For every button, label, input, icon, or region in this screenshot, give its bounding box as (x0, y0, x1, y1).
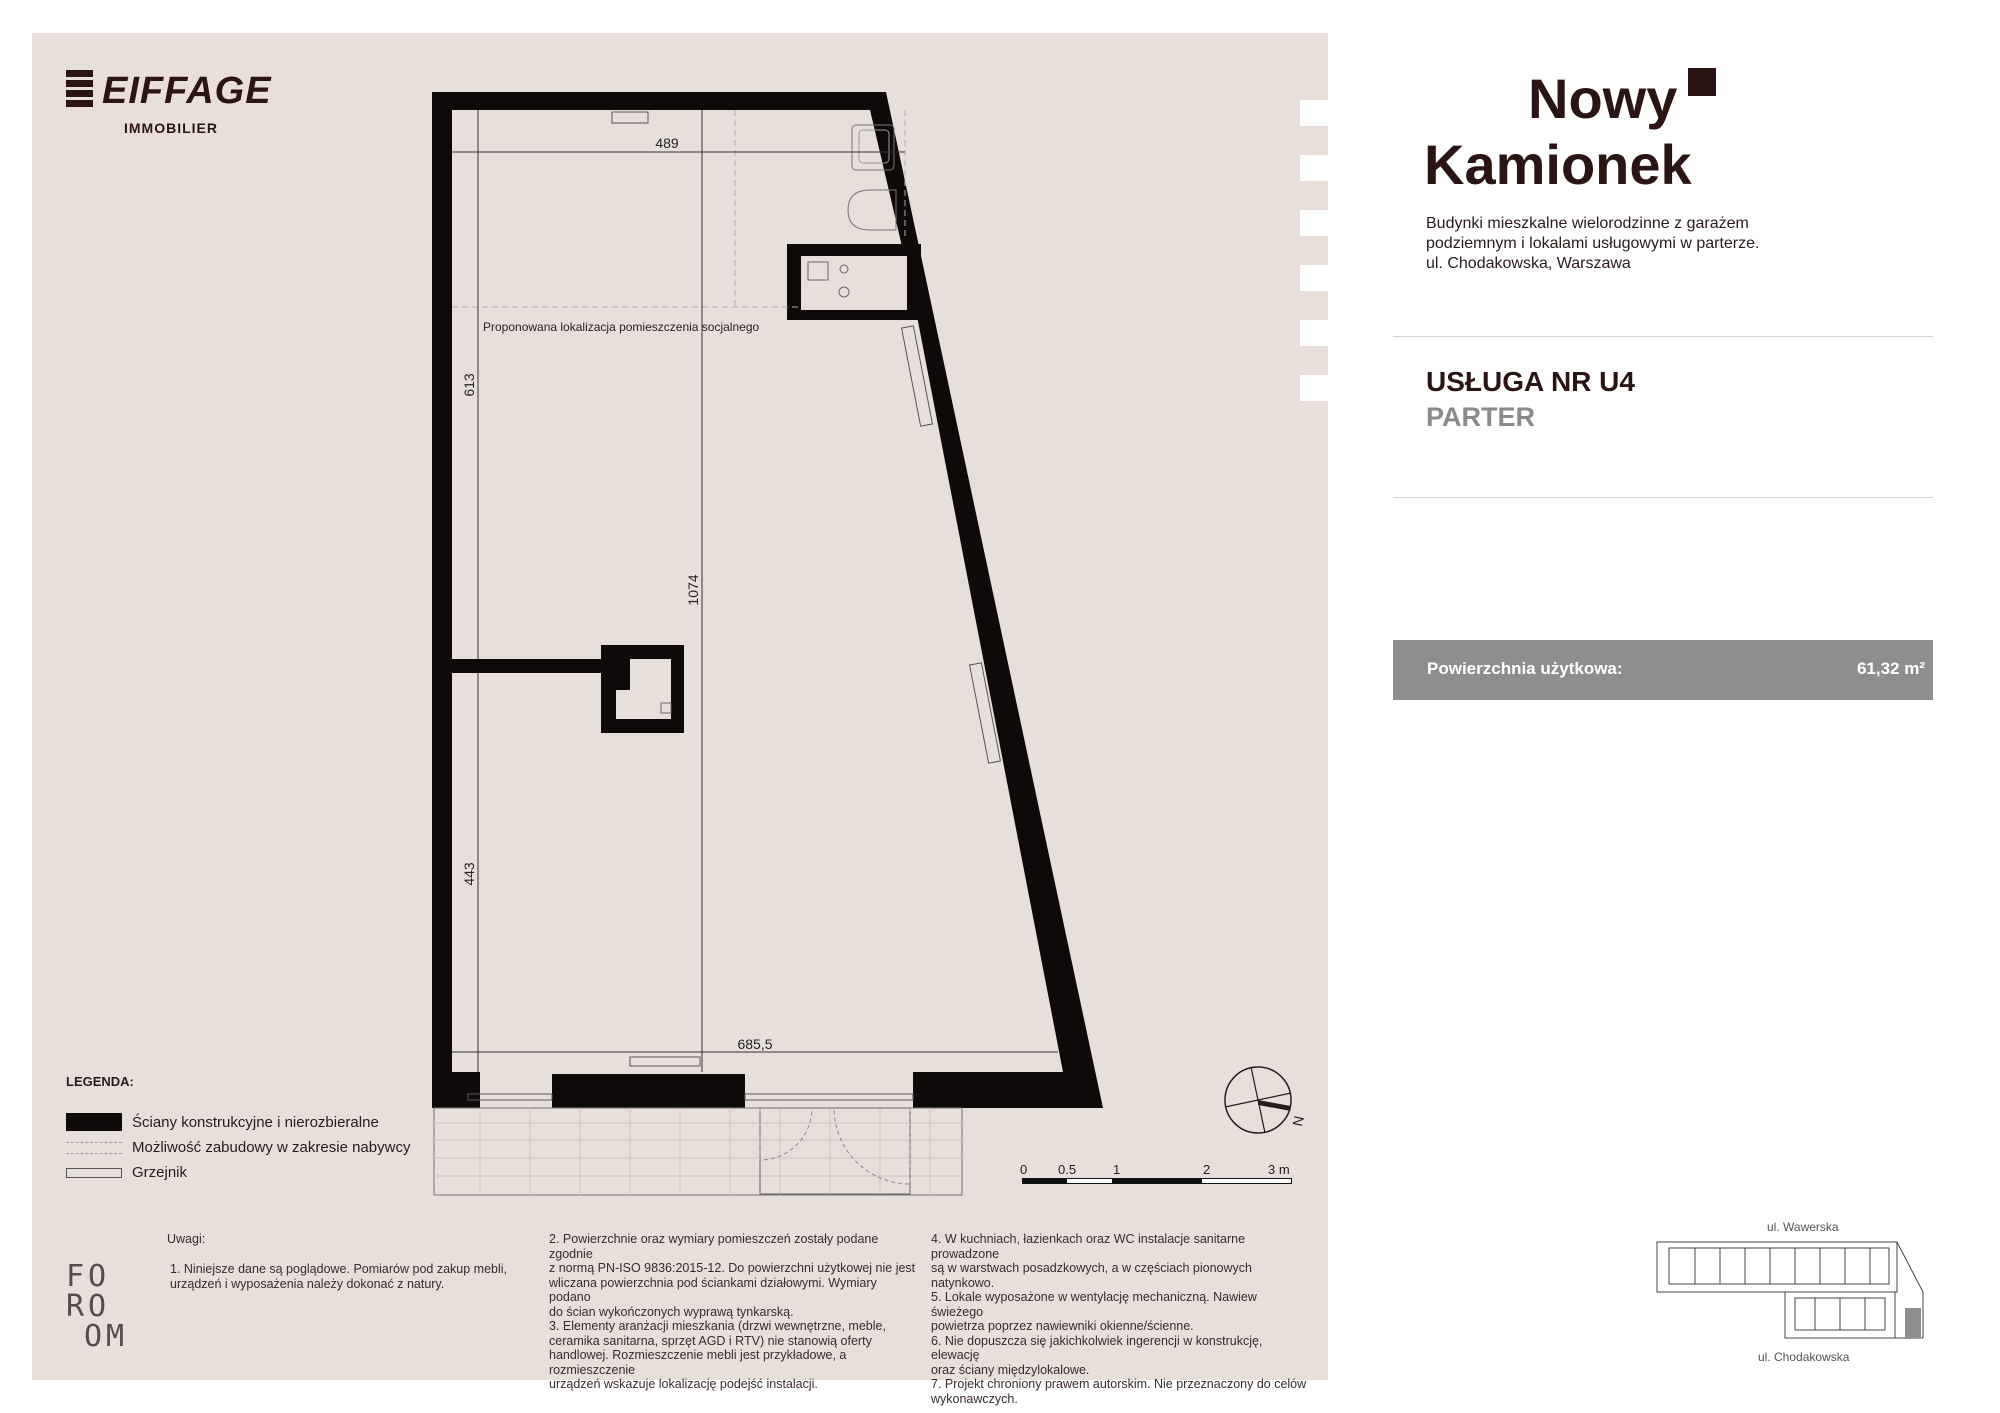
foroom-line: OM (84, 1319, 129, 1354)
dim-bottom-label: 685,5 (737, 1036, 773, 1052)
note-line: oraz ściany międzylokalowe. (931, 1362, 1090, 1377)
notes-col3 (931, 1232, 1311, 1406)
south-wall-segment (552, 1074, 745, 1108)
radiator-bottom (630, 1057, 700, 1066)
compass-north-label: N (1289, 1114, 1307, 1128)
dim-left-lower-label: 443 (461, 862, 477, 886)
legend-label: Grzejnik (132, 1164, 188, 1181)
project-title-line2: Kamionek (1424, 133, 1692, 196)
immobilier-label: IMMOBILIER (124, 120, 218, 136)
description-line: Budynki mieszkalne wielorodzinne z garażem (1426, 215, 1749, 232)
note-line: 1. Niniejsze dane są poglądowe. Pomiarów pod zakup mebli, (170, 1262, 507, 1276)
notes-col1 (170, 1262, 510, 1291)
divider (1393, 336, 1933, 337)
window (468, 1094, 552, 1100)
scale-label: 0 (1020, 1162, 1028, 1177)
unit-name: USŁUGA NR U4 (1426, 366, 1635, 397)
social-room-note: Proponowana lokalizacja pomieszczenia socjalnego (483, 320, 760, 334)
notes-title: Uwagi: (167, 1232, 206, 1246)
door-swing (760, 1108, 812, 1160)
south-wall-segment-right (913, 1074, 1063, 1108)
note-line: wliczana powierzchnia pod ściankami działowymi. Wymiary podano (549, 1275, 877, 1304)
note-line: wykonawczych. (931, 1391, 1018, 1406)
note-line: urządzeń i wyposażenia należy dokonać z natury. (170, 1276, 445, 1291)
project-description (1426, 214, 1759, 274)
area-value: 61,32 m² (1856, 659, 1925, 678)
unit-floor: PARTER (1426, 402, 1536, 432)
dim-left-upper-label: 613 (461, 373, 477, 397)
note-line: 5. Lokale wyposażone w wentylację mechaniczną. Nawiew świeżego (931, 1290, 1257, 1319)
scale-bar (1022, 1162, 1292, 1192)
note-line: handlowej. Rozmieszczenie mebli jest przykładowe, a rozmieszczenie (549, 1348, 847, 1377)
scale-label: 2 (1203, 1162, 1211, 1177)
dashed-swatch-icon (66, 1142, 122, 1154)
keyplan (1655, 1234, 1935, 1344)
note-line: 3. Elementy aranżacji mieszkania (drzwi wewnętrzne, meble, (549, 1319, 886, 1333)
legend-title: LEGENDA: (66, 1074, 134, 1089)
dim-middle-label: 1074 (685, 574, 701, 606)
panel-notches (1300, 100, 1328, 400)
area-bar (1393, 640, 1933, 700)
keyplan-street-bottom: ul. Chodakowska (1758, 1350, 1850, 1364)
terrace-grid (434, 1108, 962, 1195)
legend-item-radiator (66, 1164, 446, 1181)
foroom-line: FO (66, 1259, 111, 1294)
terrace (434, 1108, 962, 1195)
keyplan-street-top: ul. Wawerska (1767, 1220, 1839, 1234)
scale-label: 3 m (1268, 1162, 1290, 1177)
description-line: podziemnym i lokalami usługowymi w parterze. (1426, 235, 1760, 252)
divider (1393, 497, 1933, 498)
dim-top-label: 489 (655, 135, 679, 151)
note-line: urządzeń wskazuje lokalizację podejść instalacji. (549, 1377, 818, 1391)
legend-label: Możliwość zabudowy w zakresie nabywcy (132, 1139, 411, 1156)
brand-square (1688, 68, 1716, 96)
note-line: 6. Nie dopuszcza się jakichkolwiek ingerencji w konstrukcję, elewację (931, 1333, 1263, 1362)
legend-item-buyer-zone (66, 1139, 446, 1156)
scale-label: 0.5 (1058, 1162, 1077, 1177)
area-label: Powierzchnia użytkowa: (1427, 659, 1623, 678)
legend-label: Ściany konstrukcyjne i nierozbieralne (132, 1113, 379, 1131)
radiator-top (612, 112, 648, 123)
keyplan-unit-highlight (1905, 1308, 1921, 1338)
note-line: powietrza poprzez nawiewniki okienne/ścienne. (931, 1319, 1194, 1333)
foroom-line: RO (66, 1289, 111, 1324)
description-line: ul. Chodakowska, Warszawa (1426, 255, 1631, 272)
note-line: są w warstwach posadzkowych, a w częściach pionowych natynkowo. (931, 1261, 1252, 1290)
legend (66, 1074, 446, 1181)
outer-wall (432, 92, 1103, 1108)
toilet-icon (848, 190, 896, 230)
project-title-line1: Nowy (1528, 67, 1678, 130)
partition-wall (452, 659, 602, 673)
note-line: z normą PN-ISO 9836:2015-12. Do powierzchni użytkowej nie jest (549, 1261, 916, 1275)
note-line: do ścian wykończonych wyprawą tynkarską. (549, 1304, 794, 1319)
door-swing (834, 1108, 910, 1184)
note-line: 2. Powierzchnie oraz wymiary pomieszczeń zostały podane zgodnie (549, 1232, 879, 1261)
legend-item-walls (66, 1113, 446, 1131)
window (745, 1094, 913, 1100)
note-line: 4. W kuchniach, łazienkach oraz WC instalacje sanitarne prowadzone (931, 1232, 1246, 1261)
notes-col2 (549, 1232, 919, 1392)
scale-label: 1 (1113, 1162, 1121, 1177)
eiffage-wordmark: EIFFAGE (102, 70, 272, 112)
foroom-logo (66, 1259, 129, 1354)
wall-swatch-icon (66, 1113, 122, 1131)
radiator-swatch-icon (66, 1168, 122, 1178)
note-line: ceramika sanitarna, sprzęt AGD i RTV) nie stanowią oferty (549, 1333, 872, 1348)
bathroom-inner (801, 256, 907, 310)
compass (1220, 1062, 1300, 1142)
note-line: 7. Projekt chroniony prawem autorskim. Nie przeznaczony do celów (931, 1377, 1307, 1391)
